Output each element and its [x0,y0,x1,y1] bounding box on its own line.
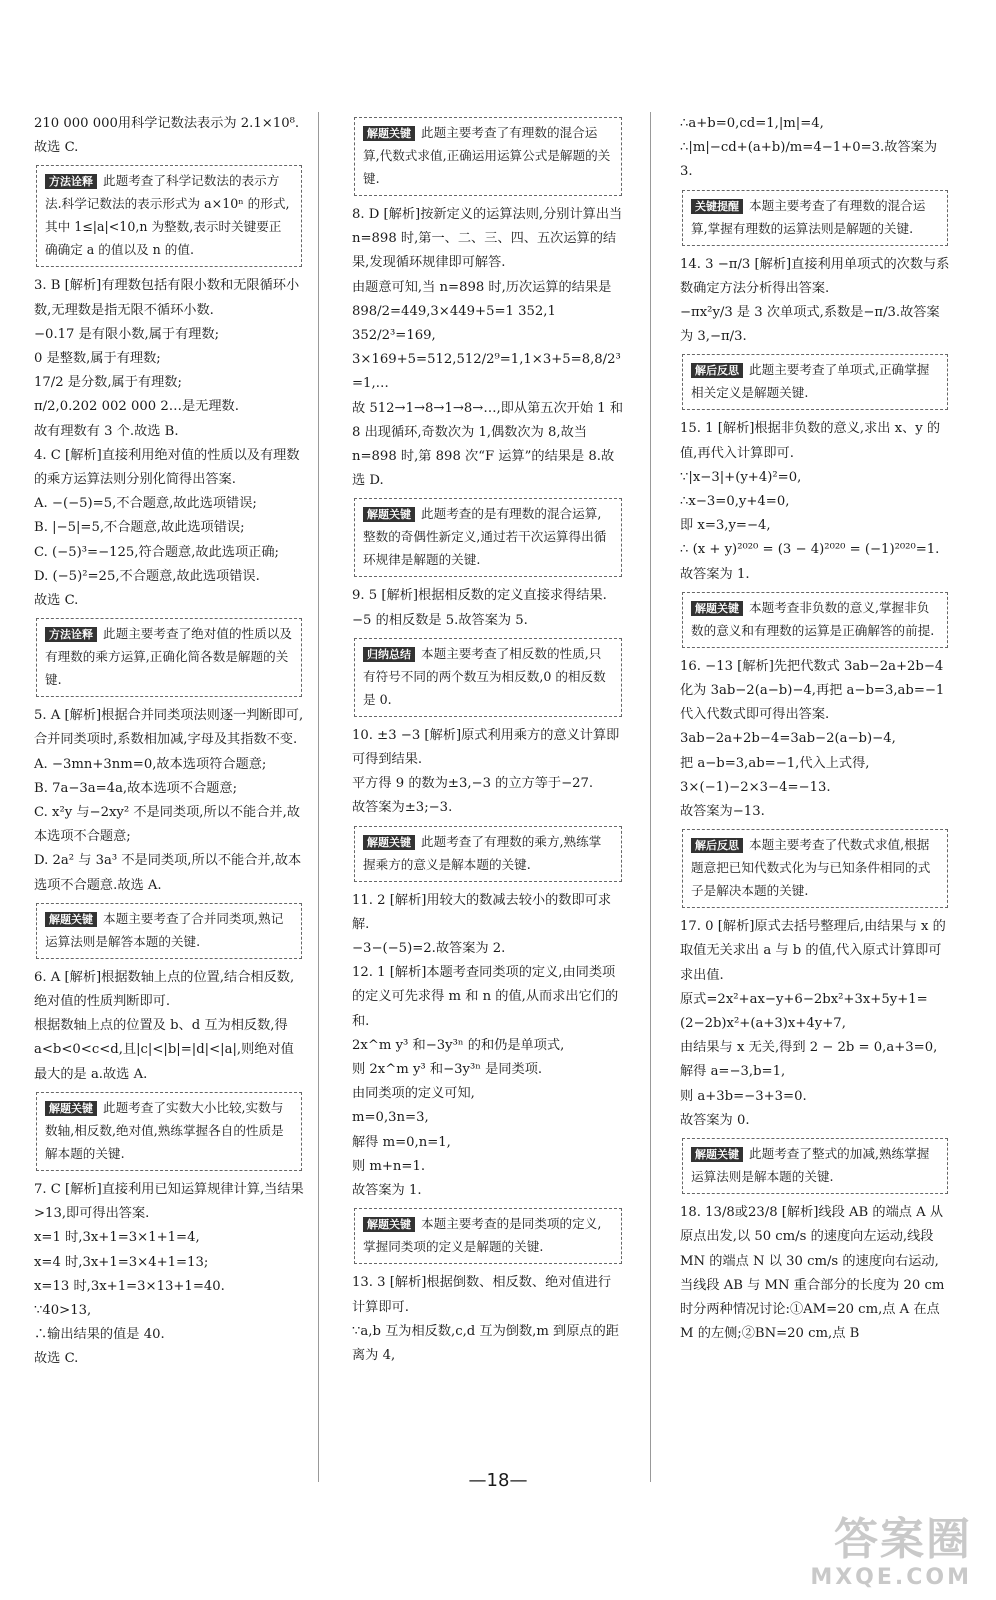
text-line: 解得 a=−3,b=1, [680,1064,786,1080]
text-line: 17. 0 [解析]原式去括号整理后,由结果与 x 的取值无关求出 a 与 b 的值,代入原式计算即可求出值. [680,919,946,983]
text-line: 8. D [解析]按新定义的运算法则,分别计算出当 n=898 时,第一、二、三、四、五次运算的结果,发现循环规律即可解答. [352,207,627,271]
text-line: ∵|x−3|+(y+4)²=0, [680,469,802,485]
tip-box [682,829,948,908]
answer-column-middle [352,112,628,1485]
text-line: 13. 3 [解析]根据倒数、相反数、绝对值进行计算即可. [352,1275,612,1315]
tip-label: 解题关键 [691,1147,743,1162]
tip-box [354,638,622,717]
tip-label: 解题关键 [45,1101,97,1116]
tip-box [682,592,948,648]
tip-label: 方法诠释 [45,627,97,642]
text-line: ∴a+b=0,cd=1,|m|=4, [680,116,824,131]
text-line: 由同类项的定义可知, [352,1086,475,1102]
text-line: x=1 时,3x+1=3×1+1=4, [34,1230,200,1246]
tip-text: 此题主要考查了绝对值的性质以及有理数的乘方运算,正确化简各数是解题的关键. [45,626,292,688]
text-line: 故答案为 0. [680,1112,750,1128]
text-line: 898/2=449,3×449+5=1 352,1 352/2³=169, [352,303,561,344]
text-line: ∵a,b 互为相反数,c,d 互为倒数,m 到原点的距离为 4, [352,1323,619,1363]
text-line: −3−(−5)=2.故答案为 2. [352,941,506,957]
tip-box [682,190,948,246]
text-line: x=13 时,3x+1=3×13+1=40. [34,1278,225,1294]
tip-text: 本题主要考查的是同类项的定义,掌握同类项的定义是解题的关键. [363,1216,602,1255]
tip-label: 解题关键 [691,601,743,616]
text-line: 故 512→1→8→1→8→…,即从第五次开始 1 和 8 出现循环,奇数次为 1,偶数次为 8,故当 n=898 时,第 898 次“F 运算”的结果是 8.故选 D. [352,400,628,489]
text-line: 14. 3 −π/3 [解析]直接利用单项式的次数与系数确定方法分析得出答案. [680,256,950,296]
text-line: 原式=2x²+ax−y+6−2bx²+3x+5y+1=(2−2b)x²+(a+3)x+4y+7, [680,991,928,1032]
tip-box [354,1208,622,1264]
tip-box [36,618,302,697]
text-line: 即 x=3,y=−4, [680,518,771,534]
tip-box [682,354,948,410]
text-line: D. 2a² 与 3a³ 不是同类项,所以不能合并,故本选项不合题意.故选 A. [34,853,302,893]
watermark-title: 答案圈 [834,1514,972,1565]
text-line: B. |−5|=5,不合题意,故此选项错误; [34,520,245,536]
text-line: C. x²y 与−2xy² 不是同类项,所以不能合并,故本选项不合题意; [34,805,300,845]
tip-box [36,165,302,267]
answer-column-left [34,112,304,1485]
tip-text: 本题主要考查了代数式求值,根据题意把已知代数式化为与已知条件相同的式子是解决本题的关键. [691,837,931,899]
tip-text: 此题考查的是有理数的混合运算,整数的奇偶性新定义,通过若干次运算得出循环规律是解题的关键. [363,506,607,568]
text-line: A. −3mn+3nm=0,故本选项符合题意; [34,756,267,772]
tip-label: 解题关键 [363,1217,415,1232]
tip-label: 归纳总结 [363,647,415,662]
text-line: 5. A [解析]根据合并同类项法则逐一判断即可,合并同类项时,系数相加减,字母及其指数不变. [34,708,304,748]
answer-column-right [680,112,950,1485]
text-line: 故答案为 1. [352,1183,422,1199]
text-line: 由题意可知,当 n=898 时,历次运算的结果是 [352,279,612,295]
text-line: ∴ (x + y)²⁰²⁰ = (3 − 4)²⁰²⁰ = (−1)²⁰²⁰=1.故答案为 1. [680,542,940,582]
text-line: D. (−5)²=25,不合题意,故此选项错误. [34,568,260,584]
tip-text: 本题主要考查了相反数的性质,只有符号不同的两个数互为相反数,0 的相反数是 0. [363,645,606,707]
text-line: 故选 C. [34,1351,79,1367]
tip-box [36,903,302,959]
text-line: 11. 2 [解析]用较大的数减去较小的数即可求解. [352,892,612,932]
text-line: 故有理数有 3 个.故选 B. [34,423,179,439]
text-line: 3. B [解析]有理数包括有限小数和无限循环小数,无理数是指无限不循环小数. [34,278,300,318]
text-line: ∴输出结果的值是 40. [34,1327,165,1343]
tip-label: 解题关键 [363,126,415,141]
text-line: 210 000 000用科学记数法表示为 2.1×10⁸. [34,116,300,131]
tip-text: 本题考查非负数的意义,掌握非负数的意义和有理数的运算是正确解答的前提. [691,599,935,638]
tip-label: 解后反思 [691,838,743,853]
tip-text: 此题主要考查了有理数的混合运算,代数式求值,正确运用运算公式是解题的关键. [363,125,611,186]
text-line: −5 的相反数是 5.故答案为 5. [352,612,528,628]
tip-label: 方法诠释 [45,174,97,189]
text-line: ∴|m|−cd+(a+b)/m=4−1+0=3.故答案为 3. [680,140,942,180]
text-line: 2x^m y³ 和−3y³ⁿ 的和仍是单项式, [352,1037,565,1053]
text-line: m=0,3n=3, [352,1110,429,1126]
text-line: 故答案为±3;−3. [352,800,453,816]
text-line: C. (−5)³=−125,符合题意,故此选项正确; [34,544,279,560]
column-divider-1 [318,112,319,1482]
column-divider-2 [650,112,651,1482]
text-line: 故答案为−13. [680,804,765,820]
text-line: 0 是整数,属于有理数; [34,351,161,367]
tip-box [354,826,622,882]
text-line: 4. C [解析]直接利用绝对值的性质以及有理数的乘方运算法则分别化简得出答案. [34,447,300,488]
tip-box [354,117,622,196]
text-line: 则 a+3b=−3+3=0. [680,1088,807,1104]
text-line: 9. 5 [解析]根据相反数的定义直接求得结果. [352,588,607,604]
text-line: 则 m+n=1. [352,1158,426,1174]
text-line: 把 a−b=3,ab=−1,代入上式得, [680,755,870,771]
text-line: 12. 1 [解析]本题考查同类项的定义,由同类项的定义可先求得 m 和 n 的值,从而求出它们的和. [352,965,619,1029]
text-line: 根据数轴上点的位置及 b、d 互为相反数,得 a<b<0<c<d,且|c|<|b|=|d|<|a|,则绝对值最大的是 a.故选 A. [34,1018,294,1082]
tip-text: 此题考查了整式的加减,熟练掌握运算法则是解本题的关键. [691,1146,930,1185]
text-line: −πx²y/3 是 3 次单项式,系数是−π/3.故答案为 3,−π/3. [680,305,940,345]
tip-text: 此题考查了实数大小比较,实数与数轴,相反数,绝对值,熟练掌握各自的性质是解本题的关键. [45,1099,284,1161]
tip-text: 此题考查了科学记数法的表示方法.科学记数法的表示形式为 a×10ⁿ 的形式,其中 1≤|a|<10,n 为整数,表示时关键要正确确定 a 的值以及 n 的值. [45,173,290,258]
text-line: A. −(−5)=5,不合题意,故此选项错误; [34,496,257,512]
tip-box [36,1092,302,1171]
text-line: 18. 13/8或23/8 [解析]线段 AB 的端点 A 从原点出发,以 50 cm/s 的速度向左运动,线段 MN 的端点 N 以 30 cm/s 的速度向右运动,当线段 AB 与 MN 重合部分的长度为 20 cm 时分两种情况讨论:①AM=20 cm,点 A 在点 M 的左侧;②BN=20 cm,点 B [680,1205,949,1342]
text-line: 17/2 是分数,属于有理数; [34,375,182,391]
text-line: 解得 m=0,n=1, [352,1134,451,1150]
text-line: 7. C [解析]直接利用已知运算规律计算,当结果>13,即可得出答案. [34,1181,304,1222]
text-line: 6. A [解析]根据数轴上点的位置,结合相反数,绝对值的性质判断即可. [34,969,295,1010]
text-line: ∵40>13, [34,1302,92,1318]
text-line: 平方得 9 的数为±3,−3 的立方等于−27. [352,776,594,792]
text-line: 10. ±3 −3 [解析]原式利用乘方的意义计算即可得到结果. [352,727,620,768]
text-line: π/2,0.202 002 000 2…是无理数. [34,399,239,415]
tip-label: 解题关键 [45,912,97,927]
watermark [810,1515,972,1590]
text-line: 16. −13 [解析]先把代数式 3ab−2a+2b−4 化为 3ab−2(a−b)−4,再把 a−b=3,ab=−1 代入代数式即可得出答案. [680,658,949,723]
watermark-url: MXQE.COM [810,1565,972,1590]
text-line: B. 7a−3a=4a,故本选项不合题意; [34,780,238,796]
tip-text: 本题主要考查了合并同类项,熟记运算法则是解答本题的关键. [45,910,284,949]
tip-label: 解题关键 [363,835,415,850]
text-line: 3×169+5=512,512/2⁹=1,1×3+5=8,8/2³ [352,352,621,368]
text-line: 3ab−2a+2b−4=3ab−2(a−b)−4, [680,731,896,747]
tip-label: 解题关键 [363,507,415,522]
tip-box [682,1138,948,1194]
text-line: ∴x−3=0,y+4=0, [680,494,790,510]
tip-text: 本题主要考查了有理数的混合运算,掌握有理数的运算法则是解题的关键. [691,197,926,236]
tip-text: 此题考查了有理数的乘方,熟练掌握乘方的意义是解本题的关键. [363,833,602,872]
text-line: −0.17 是有限小数,属于有理数; [34,326,220,342]
text-line: x=4 时,3x+1=3×4+1=13; [34,1254,209,1270]
text-line: 则 2x^m y³ 和−3y³ⁿ 是同类项. [352,1062,543,1078]
tip-label: 关键提醒 [691,199,743,214]
tip-label: 解后反思 [691,363,743,378]
page-number: —18— [468,1470,528,1491]
text-line: 故选 C. [34,140,79,156]
tip-text: 此题主要考查了单项式,正确掌握相关定义是解题关键. [691,362,930,401]
text-line: 由结果与 x 无关,得到 2 − 2b = 0,a+3=0, [680,1040,938,1056]
tip-box [354,498,622,577]
text-line: =1,… [352,376,389,392]
text-line: 3×(−1)−2×3−4=−13. [680,779,831,795]
text-line: 15. 1 [解析]根据非负数的意义,求出 x、y 的值,再代入计算即可. [680,421,941,461]
text-line: 故选 C. [34,593,79,609]
